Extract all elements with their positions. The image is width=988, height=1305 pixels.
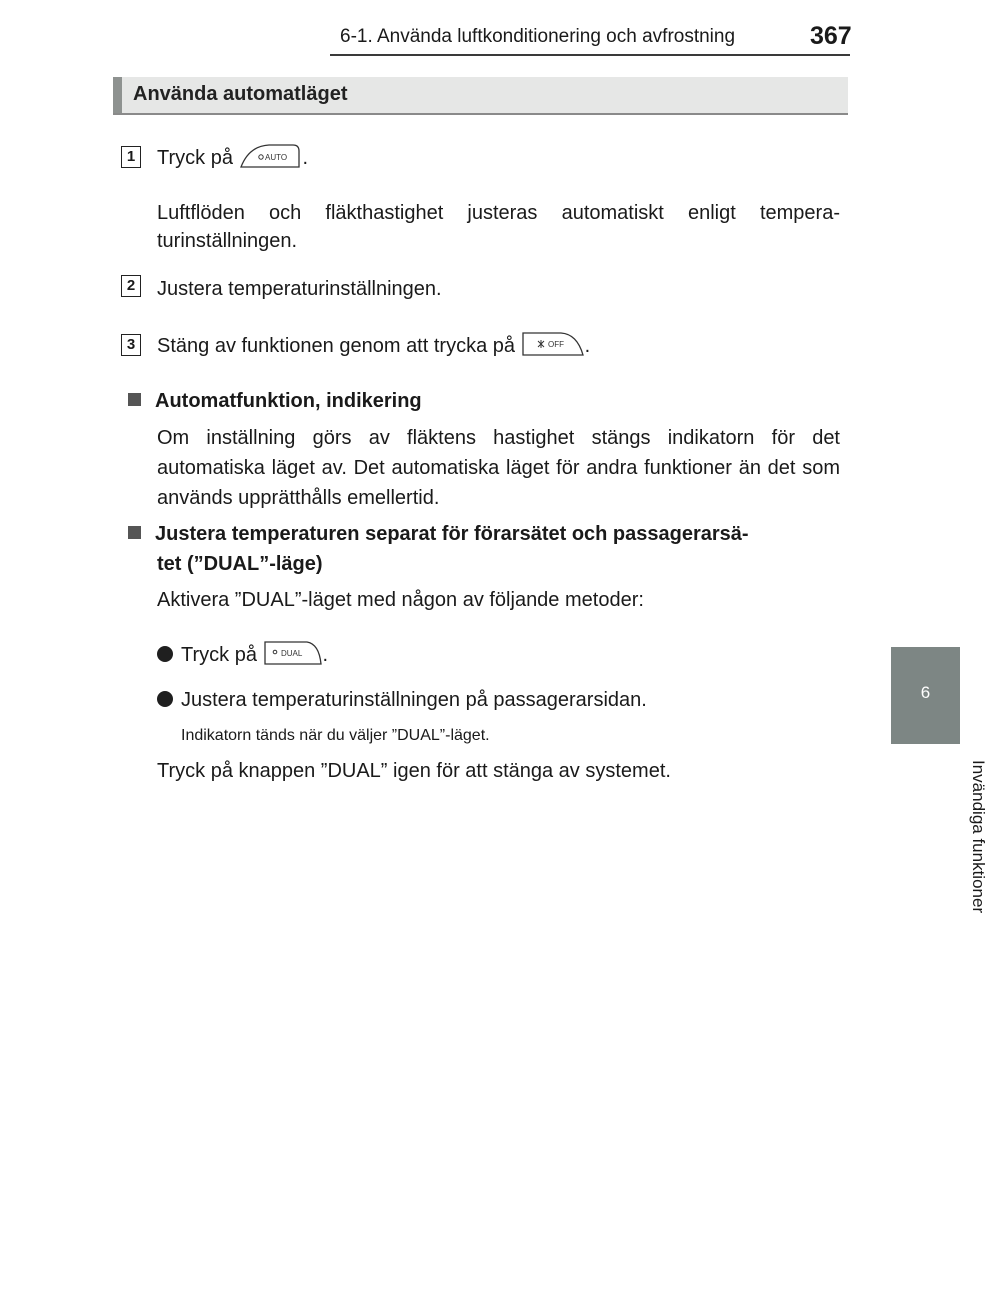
bullet-2-text: Justera temperaturinställningen på passagerarsidan.	[181, 689, 647, 711]
chapter-tab	[891, 647, 960, 744]
step-number-2: 2	[121, 275, 141, 297]
note-2-heading-line1: Justera temperaturen separat för förarsätet och passagerarsä-	[155, 523, 749, 545]
auto-button-glyph	[239, 142, 303, 170]
header-rule	[330, 54, 850, 56]
bullet-2	[157, 686, 647, 714]
step-1-text: Tryck på	[157, 147, 233, 169]
note-1-body: Om inställning görs av fläktens hastighet stängs indikatorn för det automatiska läget av. Det automatiska läget för andra funktioner än det som används upprätthålls emellertid.	[157, 427, 840, 509]
small-note: Indikatorn tänds när du väljer ”DUAL”-läget.	[181, 727, 490, 744]
section-heading: Använda automatläget	[133, 83, 348, 105]
dual-button-label: DUAL	[280, 648, 302, 658]
bullet-1-period: .	[322, 644, 329, 666]
square-bullet-icon	[128, 393, 141, 406]
chapter-caption: Invändiga funktioner	[969, 760, 988, 914]
step-2-text: Justera temperaturinställningen.	[157, 278, 442, 300]
chapter-number: 6	[920, 683, 931, 702]
round-bullet-icon	[157, 691, 173, 707]
bullet-1-text: Tryck på	[181, 644, 257, 666]
step-3-text: Stäng av funktionen genom att trycka på	[157, 335, 515, 357]
off-button-label: OFF	[547, 339, 564, 349]
note-2-heading-line2: tet (”DUAL”-läge)	[157, 553, 323, 575]
section-rule	[113, 113, 848, 115]
round-bullet-icon	[157, 646, 173, 662]
step-3-instruction	[157, 332, 590, 361]
square-bullet-icon	[128, 526, 141, 539]
note-1-heading-text: Automatfunktion, indikering	[155, 390, 422, 412]
step-number-1: 1	[121, 146, 141, 168]
bullet-1	[157, 641, 328, 670]
note-2-intro: Aktivera ”DUAL”-läget med någon av följande metoder:	[157, 589, 644, 611]
section-heading-bar	[113, 77, 848, 113]
step-1-detail: Luftflöden och fläkthastighet justeras automatiskt enligt tempera-turinställningen.	[157, 202, 840, 252]
note-2-heading	[128, 519, 840, 579]
off-button-glyph	[521, 330, 585, 358]
step-number-3: 3	[121, 334, 141, 356]
step-1-instruction	[157, 144, 308, 173]
running-header-title: 6-1. Använda luftkonditionering och avfrostning	[340, 26, 736, 47]
note-2-closing: Tryck på knappen ”DUAL” igen för att stänga av systemet.	[157, 760, 671, 782]
note-1-heading	[128, 387, 422, 415]
auto-button-label: AUTO	[264, 152, 287, 162]
step-1-period: .	[302, 147, 309, 169]
page-number: 367	[810, 22, 852, 50]
step-3-period: .	[584, 335, 591, 357]
dual-button-glyph	[263, 639, 323, 667]
